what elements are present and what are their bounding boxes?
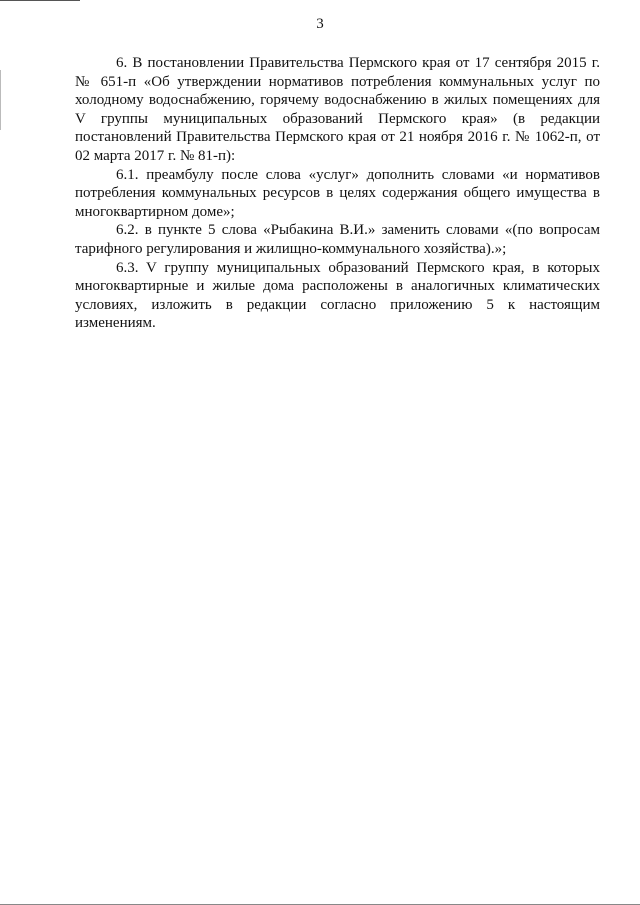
paragraph-6-1: 6.1. преамбулу после слова «услуг» дополнить словами «и нормативов потребления коммунальных ресурсов в целях содержания общего имущества в многоквартирном доме»;: [75, 166, 600, 220]
paragraph-6-3: 6.3. V группу муниципальных образований Пермского края, в которых многоквартирные и жилые дома расположены в аналогичных климатических условиях, изложить в редакции согласно приложению 5 к настоящим изменениям.: [75, 259, 600, 332]
scan-corner-mark: [0, 0, 80, 1]
scan-edge-mark: [0, 70, 5, 130]
page-number: 3: [316, 16, 324, 32]
paragraph-6: 6. В постановлении Правительства Пермского края от 17 сентября 2015 г. № 651-п «Об утверждении нормативов потребления коммунальных услуг по холодному водоснабжению, горячему водоснабжению в жилых помещениях для V группы муниципальных образований Пермского края» (в редакции постановлений Правительства Пермского края от 21 ноября 2016 г. № 1062-п, от 02 марта 2017 г. № 81-п):: [75, 55, 600, 164]
document-body: [75, 54, 600, 333]
paragraph-6-2: 6.2. в пункте 5 слова «Рыбакина В.И.» заменить словами «(по вопросам тарифного регулирования и жилищно-коммунального хозяйства).»;: [75, 222, 600, 257]
